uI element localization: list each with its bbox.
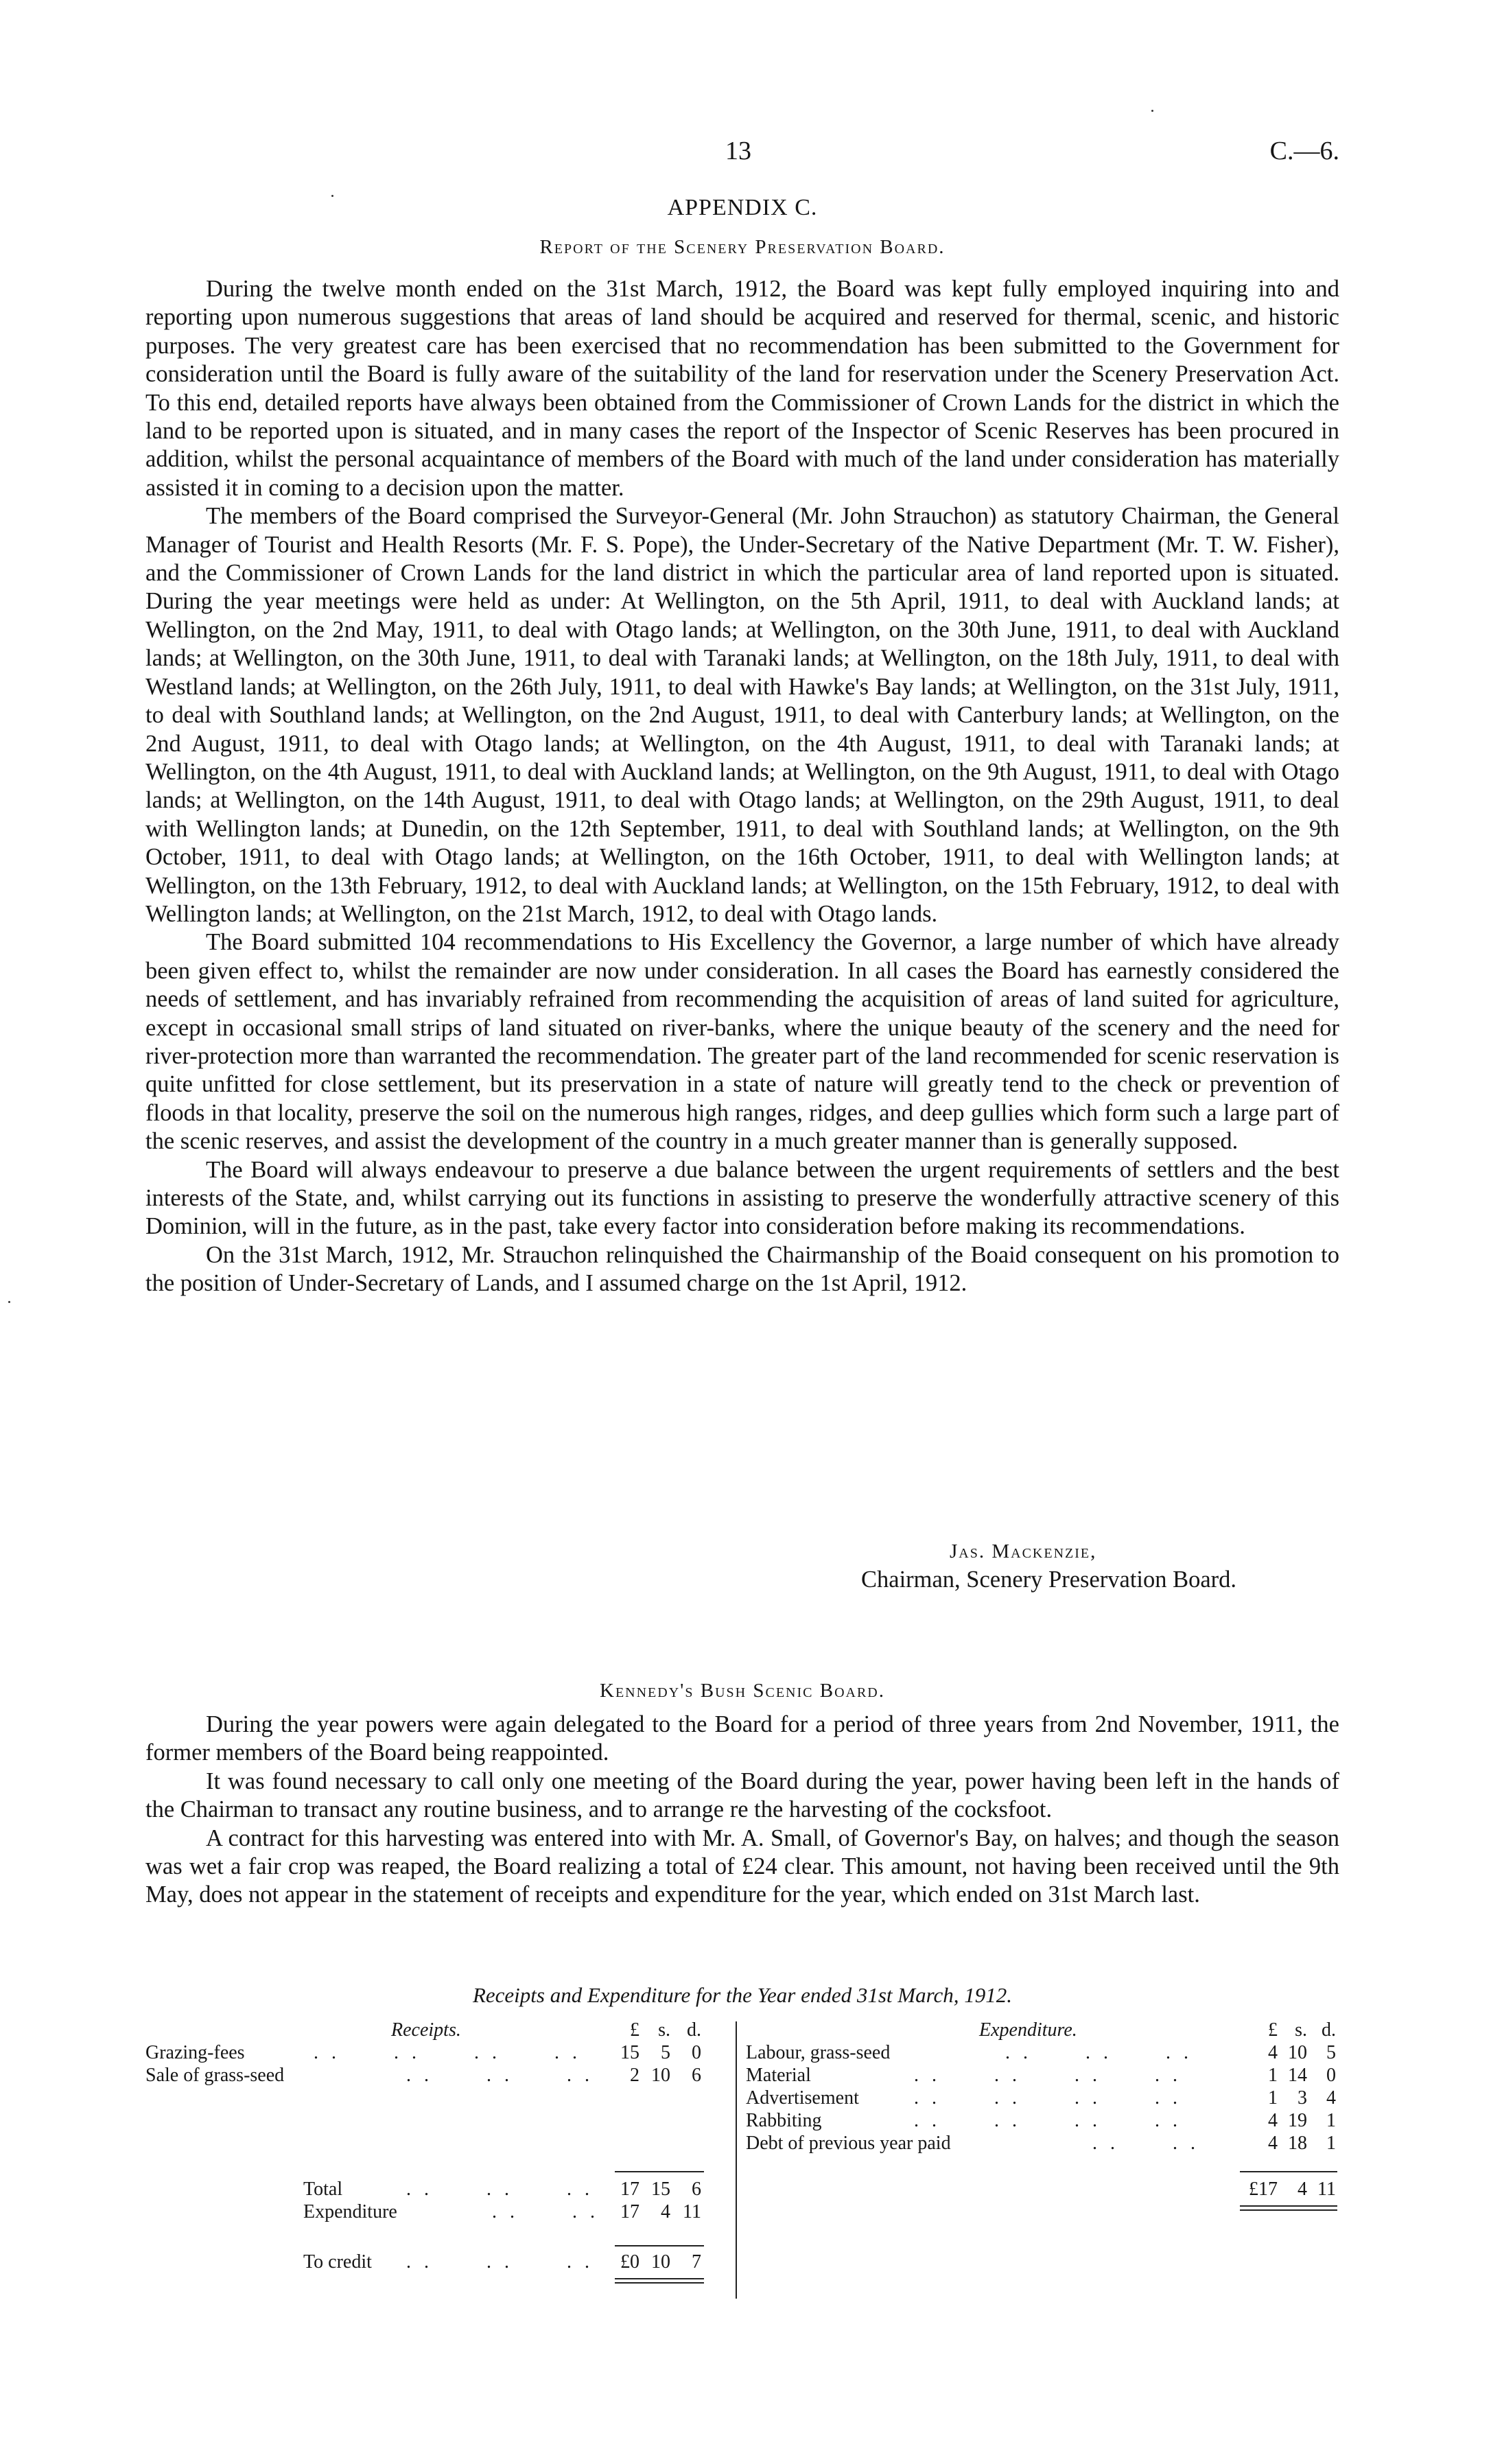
leader-dots: . . . . . . . . [914,2087,1182,2109]
leader-dots: . . . . . . [406,2251,594,2273]
amount-shillings: 14 [1288,2065,1307,2086]
amount-pounds: 1 [1268,2087,1278,2109]
amount-pence: 1 [1326,2133,1336,2154]
paragraph: The members of the Board comprised the Surveyor-General (Mr. John Strauchon) as statutory Chairman, the General Manager of Tourist and Health Resorts (Mr. F. S. Pope), the Under-Secretary of the Native Department (Mr. T. W. Fisher), and the Commissioner of Crown Lands for the land district in which the particular area of land reported upon is situated. During the year meetings were held as under: At Wellington, on the 5th April, 1911, to deal with Auckland lands; at Wellington, on the 2nd May, 1911, to deal with Otago lands; at Wellington, on the 30th June, 1911, to deal with Auckland lands; at Wellington, on the 30th June, 1911, to deal with Taranaki lands; at Wellington, on the 18th July, 1911, to deal with Westland lands; at Wellington, on the 26th July, 1911, to deal with Hawke's Bay lands; at Wellington, on the 31st July, 1911, to deal with Southland lands; at Wellington, on the 2nd August, 1911, to deal with Canterbury lands; at Wellington, on the 2nd August, 1911, to deal with Otago lands; at Wellington, on the 4th August, 1911, to deal with Taranaki lands; at Wellington, on the 4th August, 1911, to deal with Auckland lands; at Wellington, on the 9th August, 1911, to deal with Otago lands; at Wellington, on the 14th August, 1911, to deal with Otago lands; at Wellington, on the 29th August, 1911, to deal with Wellington lands; at Dunedin, on the 12th September, 1911, to deal with Southland lands; at Wellington, on the 9th October, 1911, to deal with Otago lands; at Wellington, on the 16th October, 1911, to deal with Wellington lands; at Wellington, on the 13th February, 1912, to deal with Auckland lands; at Wellington, on the 15th February, 1912, to deal with Wellington lands; at Wellington, on the 21st March, 1912, to deal with Otago lands. [145,503,1339,927]
expenditure-label: Debt of previous year paid [746,2133,951,2154]
table-divider [736,2021,737,2299]
col-d-header: d. [687,2019,701,2041]
leader-dots: . . . . [492,2201,599,2222]
leader-dots: . . . . . . . . [314,2042,581,2063]
expenditure-label: Labour, grass-seed [746,2042,891,2063]
amount-shillings: 18 [1288,2133,1307,2154]
amount-pence: 6 [692,2065,701,2086]
amount-shillings: 5 [661,2042,670,2063]
sum-rule [1240,2171,1337,2172]
appendix-heading: APPENDIX C. [667,195,818,220]
document-code: C.—6. [1269,137,1339,165]
col-s-header: s. [658,2019,670,2041]
to-credit-label: To credit [303,2251,372,2273]
amount-pounds: 4 [1268,2110,1278,2131]
page-number: 13 [725,137,751,165]
paragraph: It was found necessary to call only one meeting of the Board during the year, power having been left in the hands of the Chairman to transact any routine business, and to arrange re the harvesting of the cocksfoot. [145,1768,1339,1823]
page-header [145,136,1339,177]
kennedy-board-body [145,1711,1339,1910]
amount-pence: 6 [692,2179,701,2200]
amount-shillings: 19 [1288,2110,1307,2131]
amount-pence: 0 [1326,2065,1336,2086]
double-rule [615,2278,704,2279]
amount-pence: 5 [1326,2042,1336,2063]
amount-pence: 7 [692,2251,701,2273]
amount-pence: 0 [692,2042,701,2063]
grand-total-pounds: £17 [1249,2179,1278,2200]
ink-speck [8,1301,10,1303]
amount-pounds: 2 [630,2065,639,2086]
ink-speck [331,195,333,197]
grand-total-pence: 11 [1317,2179,1336,2200]
amount-shillings: 4 [661,2201,670,2222]
col-pound-header: £ [1268,2019,1278,2041]
amount-pounds: 17 [620,2179,639,2200]
receipt-label: Sale of grass-seed [145,2065,285,2086]
paragraph: The Board will always endeavour to preserve a due balance between the urgent requirements of settlers and the best interests of the State, and, whilst carrying out its functions in assisting to preserve the wonderfully attractive scenery of this Dominion, will in the future, as in the past, take every factor into consideration before making its recommendations. [145,1156,1339,1240]
col-pound-header: £ [630,2019,639,2041]
amount-pence: 11 [683,2201,701,2222]
amount-pounds: 15 [620,2042,639,2063]
amount-pounds: 1 [1268,2065,1278,2086]
paragraph: A contract for this harvesting was entered into with Mr. A. Small, of Governor's Bay, on halves; and though the season was wet a fair crop was reaped, the Board realizing a total of £24 clear. This amount, not having been received until the 9th May, does not appear in the statement of receipts and expenditure for the year, which ended on 31st March last. [145,1824,1339,1908]
paragraph: During the year powers were again delegated to the Board for a period of three years from 2nd November, 1911, the former members of the Board being reappointed. [145,1711,1339,1766]
total-label: Total [303,2179,343,2200]
receipt-label: Grazing-fees [145,2042,245,2063]
leader-dots: . . . . . . [406,2065,594,2086]
paragraph: The Board submitted 104 recommendations to His Excellency the Governor, a large number of which have already been given effect to, whilst the remainder are now under consideration. In all cases the Board has earnestly considered the needs of settlement, and has invariably refrained from recommending the acquisition of areas of land suited for agriculture, except in occasional small strips of land situated on river-banks, where the unique beauty of the scenery and the need for river-protection more than warranted the recommendation. The greater part of the land recommended for scenic reservation is quite unfitted for close settlement, but its preservation in a state of nature will greatly tend to the check or prevention of floods in that locality, preserve the soil on the numerous high ranges, ridges, and deep gullies which form such a large part of the scenic reserves, and assist the development of the country in a much greater manner than is generally supposed. [145,929,1339,1155]
double-rule [1240,2205,1337,2207]
amount-shillings: 10 [1288,2042,1307,2063]
amount-shillings: 15 [651,2179,670,2200]
signature-name: Jas. Mackenzie, [950,1540,1097,1562]
signature-role: Chairman, Scenery Preservation Board. [861,1567,1237,1593]
leader-dots: . . . . . . . . [914,2110,1182,2131]
receipts-heading: Receipts. [391,2019,461,2041]
double-rule [1240,2209,1337,2211]
expenditure-total-label: Expenditure [303,2201,397,2222]
amount-pence: 4 [1326,2087,1336,2109]
scenery-report-body [145,275,1339,1298]
amount-pounds: £0 [620,2251,639,2273]
leader-dots: . . . . . . . . [914,2065,1182,2086]
col-s-header: s. [1295,2019,1307,2041]
kennedy-board-title: Kennedy's Bush Scenic Board. [600,1680,885,1702]
sum-rule [615,2171,704,2172]
expenditure-label: Material [746,2065,811,2086]
leader-dots: . . . . . . [1005,2042,1193,2063]
amount-pence: 1 [1326,2110,1336,2131]
leader-dots: . . . . [1092,2133,1199,2154]
grand-total-shillings: 4 [1298,2179,1307,2200]
amount-pounds: 4 [1268,2042,1278,2063]
amount-pounds: 4 [1268,2133,1278,2154]
expenditure-label: Rabbiting [746,2110,822,2131]
amount-shillings: 10 [651,2065,670,2086]
paragraph: On the 31st March, 1912, Mr. Strauchon relinquished the Chairmanship of the Boaid consequent on his promotion to the position of Under-Secretary of Lands, and I assumed charge on the 1st April, 1912. [145,1241,1339,1297]
sum-rule [615,2245,704,2246]
col-d-header: d. [1322,2019,1336,2041]
expenditure-label: Advertisement [746,2087,859,2109]
amount-shillings: 3 [1298,2087,1307,2109]
expenditure-heading: Expenditure. [979,2019,1077,2041]
report-title: Report of the Scenery Preservation Board. [539,236,946,258]
amount-shillings: 10 [651,2251,670,2273]
amount-pounds: 17 [620,2201,639,2222]
double-rule [615,2282,704,2284]
accounts-title: Receipts and Expenditure for the Year ended 31st March, 1912. [472,1983,1013,2007]
leader-dots: . . . . . . [406,2179,594,2200]
paragraph: During the twelve month ended on the 31st March, 1912, the Board was kept fully employed inquiring into and reporting upon numerous suggestions that areas of land should be acquired and reserved for thermal, scenic, and historic purposes. The very greatest care has been exercised that no recommendation has been submitted to the Government for consideration until the Board is fully aware of the suitability of the land for reservation under the Scenery Preservation Act. To this end, detailed reports have always been obtained from the Commissioner of Crown Lands for the district in which the land to be reported upon is situated, and in many cases the report of the Inspector of Scenic Reserves has been procured in addition, whilst the personal acquaintance of members of the Board with much of the land under consideration has materially assisted it in coming to a decision upon the matter. [145,276,1339,501]
ink-speck [1151,110,1153,112]
